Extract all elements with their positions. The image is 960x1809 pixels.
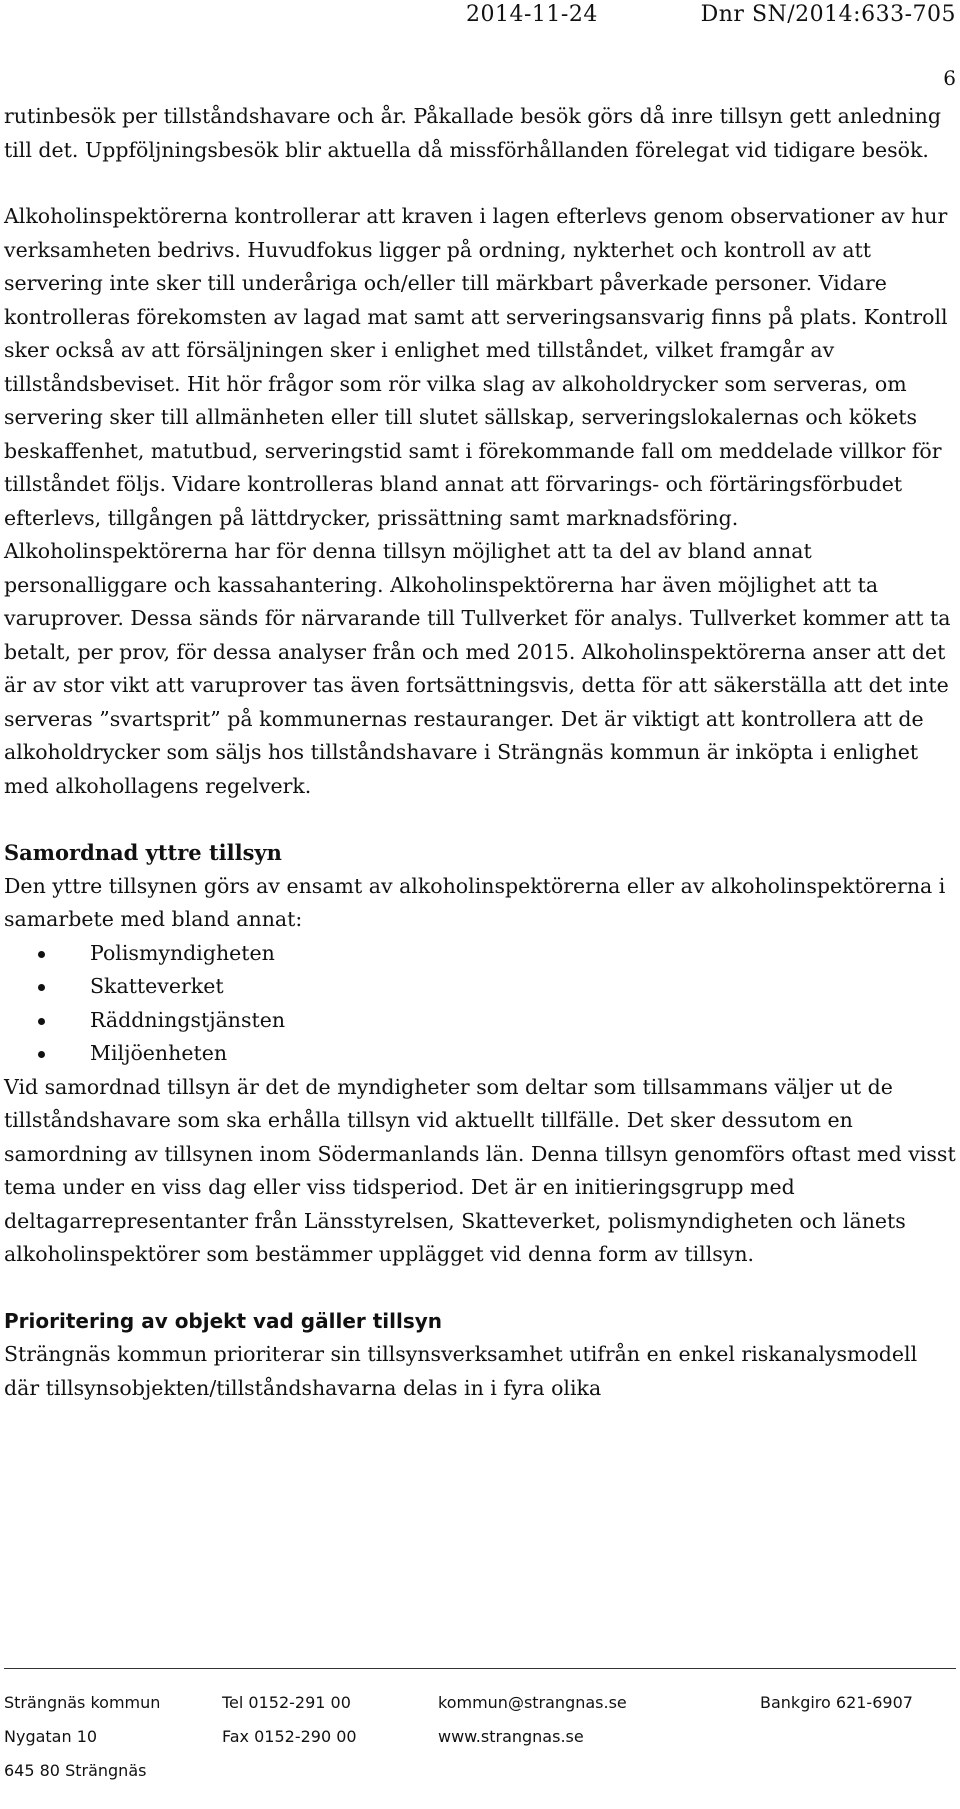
page-number: 6 — [943, 66, 956, 90]
footer-postal: 645 80 Strängnäs — [4, 1761, 147, 1780]
footer-bankgiro: Bankgiro 621-6907 — [760, 1693, 913, 1712]
header-diary-number: Dnr SN/2014:633-705 — [700, 2, 956, 27]
footer-org: Strängnäs kommun — [4, 1693, 161, 1712]
bullet-icon — [38, 1018, 45, 1025]
paragraph-rutinbesok: rutinbesök per tillståndshavare och år. Påkallade besök görs då inre tillsyn gett anledning till det. Uppföljningsbesök blir aktuella då missförhållanden förelegat vid tidigare besök. — [4, 104, 941, 162]
bullet-icon — [38, 1051, 45, 1058]
paragraph-samordnad-intro: Den yttre tillsynen görs av ensamt av alkoholinspektörerna eller av alkoholinspektörerna i samarbete med bland annat: — [4, 873, 946, 931]
footer-row-1 — [4, 1686, 956, 1720]
list-item — [4, 1037, 956, 1071]
heading-prioritering: Prioritering av objekt vad gäller tillsyn — [4, 1308, 443, 1333]
authority-list — [4, 937, 956, 1071]
paragraph-samordnad-text: Vid samordnad tillsyn är det de myndigheter som deltar som tillsammans väljer ut de tillståndshavare som ska erhålla tillsyn vid aktuellt tillfälle. Det sker dessutom en samordning av tillsynen inom Södermanlands län. Denna tillsyn genomförs oftast med visst tema under en viss dag eller viss tidsperiod. Det är en initieringsgrupp med deltagarrepresentanter från Länsstyrelsen, Skatteverket, polismyndigheten och länets alkoholinspektörer som bestämmer upplägget vid denna form av tillsyn. — [4, 1074, 956, 1266]
document-body — [4, 100, 956, 1405]
footer-row-2 — [4, 1720, 956, 1754]
page-header — [0, 0, 960, 40]
footer-street: Nygatan 10 — [4, 1727, 98, 1746]
list-item — [4, 937, 956, 971]
bullet-icon — [38, 984, 45, 991]
footer-divider — [4, 1668, 956, 1669]
section-samordnad-tillsyn — [4, 836, 956, 1272]
list-item-label: Miljöenheten — [90, 1041, 228, 1065]
list-item — [4, 1004, 956, 1038]
list-item-label: Polismyndigheten — [90, 940, 275, 965]
paragraph-kontroll: Alkoholinspektörerna kontrollerar att kraven i lagen efterlevs genom observationer av hur verksamheten bedrivs. Huvudfokus ligger på ordning, nykterhet och kontroll av att servering inte sker till underåriga och/eller till märkbart påverkade personer. Vidare kontrolleras förekomsten av lagad mat samt att serveringsansvarig finns på plats. Kontroll sker också av att försäljningen sker i enlighet med tillståndet, vilket framgår av tillståndsbeviset. Hit hör frågor som rör vilka slag av alkoholdrycker som serveras, om servering sker till allmänheten eller till slutet sällskap, serveringslokalernas och kökets beskaffenhet, matutbud, serveringstid samt i förekommande fall om meddelade villkor för tillståndet följs. Vidare kontrolleras bland annat att förvarings- och förtäringsförbudet efterlevs, tillgången på lättdrycker, prissättning samt marknadsföring. Alkoholinspektörerna har för denna tillsyn möjlighet att ta del av bland annat personalliggare och kassahantering. Alkoholinspektörerna har även möjlighet att ta varuprover. Dessa sänds för närvarande till Tullverket för analys. Tullverket kommer att ta betalt, per prov, för dessa analyser från och med 2015. Alkoholinspektörerna anser att det är av stor vikt att varuprover tas även fortsättningsvis, detta för att säkerställa att det inte serveras ”svartsprit” på kommunernas restauranger. Det är viktigt att kontrollera att de alkoholdrycker som säljs hos tillståndshavare i Strängnäs kommun är inköpta i enlighet med alkohollagens regelverk. — [4, 204, 951, 798]
heading-samordnad-tillsyn: Samordnad yttre tillsyn — [4, 840, 282, 865]
paragraph-prioritering: Strängnäs kommun prioriterar sin tillsynsverksamhet utifrån en enkel riskanalysmodell där tillsynsobjekten/tillståndshavarna delas in i fyra olika — [4, 1342, 918, 1400]
list-item — [4, 970, 956, 1004]
list-item-label: Skatteverket — [90, 974, 224, 998]
page-footer — [4, 1686, 956, 1788]
footer-email: kommun@strangnas.se — [438, 1693, 627, 1712]
footer-website: www.strangnas.se — [438, 1727, 584, 1746]
section-prioritering — [4, 1305, 956, 1406]
bullet-icon — [38, 951, 45, 958]
footer-fax: Fax 0152-290 00 — [222, 1727, 357, 1746]
list-item-label: Räddningstjänsten — [90, 1007, 286, 1032]
header-date: 2014-11-24 — [466, 2, 598, 27]
footer-phone: Tel 0152-291 00 — [222, 1693, 351, 1712]
footer-row-3 — [4, 1754, 956, 1788]
